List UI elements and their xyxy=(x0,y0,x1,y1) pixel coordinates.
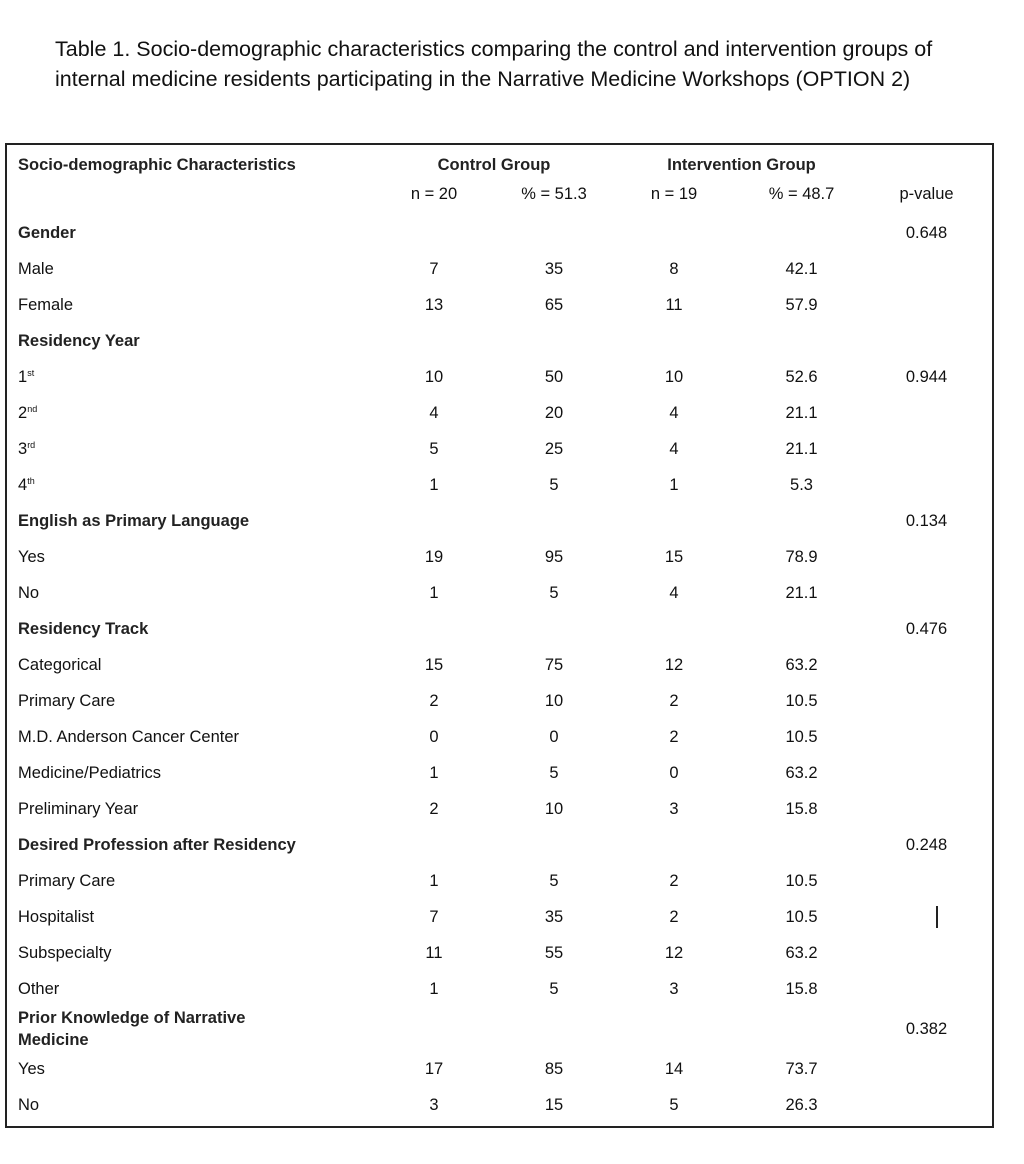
control-n-cell: 13 xyxy=(424,295,444,314)
intervention-n-cell: 15 xyxy=(664,547,684,566)
control-n-cell: 1 xyxy=(429,871,439,890)
intervention-n-cell: 12 xyxy=(664,655,684,674)
empty-cell xyxy=(374,215,494,251)
row-pvalue xyxy=(869,791,994,827)
row-label-text: M.D. Anderson Cancer Center xyxy=(18,727,240,746)
empty-cell xyxy=(734,503,869,539)
intervention-n-cell: 4 xyxy=(669,439,679,458)
empty-cell xyxy=(374,611,494,647)
intervention-pct-cell: 15.8 xyxy=(785,799,818,818)
row-pvalue xyxy=(869,251,994,287)
section-title: English as Primary Language xyxy=(18,511,250,530)
row-label xyxy=(5,539,374,575)
row-label xyxy=(5,431,374,467)
row-pvalue xyxy=(869,935,994,971)
control-pct-cell: 35 xyxy=(544,907,564,926)
intervention-n-cell: 3 xyxy=(669,799,679,818)
control-n-cell: 0 xyxy=(429,727,439,746)
subheader-empty xyxy=(5,185,374,215)
row-label-text: Primary Care xyxy=(18,691,116,710)
empty-cell xyxy=(734,1007,869,1051)
table-row xyxy=(5,467,994,503)
row-label-text: 1 xyxy=(18,367,28,386)
header-empty xyxy=(869,143,994,185)
control-n-cell: 7 xyxy=(429,907,439,926)
section-row xyxy=(5,503,994,539)
intervention-pct-cell: 63.2 xyxy=(785,655,818,674)
control-n-cell: 1 xyxy=(429,475,439,494)
intervention-n-cell: 1 xyxy=(669,475,679,494)
intervention-n-cell: 2 xyxy=(669,691,679,710)
row-label xyxy=(5,575,374,611)
intervention-n-cell: 10 xyxy=(664,367,684,386)
empty-cell xyxy=(614,503,734,539)
control-pct-cell: 35 xyxy=(544,259,564,278)
table-row xyxy=(5,1087,994,1123)
control-pct-cell: 15 xyxy=(544,1095,564,1114)
section-title: Residency Year xyxy=(18,331,140,350)
control-pct-cell: 0 xyxy=(549,727,559,746)
table-row xyxy=(5,719,994,755)
empty-cell xyxy=(734,323,869,359)
control-pct-cell: 20 xyxy=(544,403,564,422)
intervention-pct-cell: 21.1 xyxy=(785,439,818,458)
control-n-cell: 1 xyxy=(429,763,439,782)
section-row xyxy=(5,1007,994,1051)
row-pvalue xyxy=(869,719,994,755)
section-pvalue: 0.134 xyxy=(905,511,948,530)
row-label-text: Subspecialty xyxy=(18,943,112,962)
control-pct-cell: 10 xyxy=(544,799,564,818)
row-label-text: Other xyxy=(18,979,60,998)
intervention-n-cell: 4 xyxy=(669,403,679,422)
table-row xyxy=(5,359,994,395)
empty-cell xyxy=(614,1007,734,1051)
row-label-text: Yes xyxy=(18,1059,45,1078)
table-row xyxy=(5,431,994,467)
row-label-text: Medicine/Pediatrics xyxy=(18,763,162,782)
empty-cell xyxy=(374,1007,494,1051)
row-pvalue xyxy=(869,683,994,719)
row-label-text: Hospitalist xyxy=(18,907,95,926)
row-pvalue xyxy=(869,647,994,683)
table-subheader-row xyxy=(5,185,994,215)
ordinal-suffix: th xyxy=(27,475,35,486)
row-pvalue xyxy=(869,467,994,503)
row-label-text: No xyxy=(18,1095,40,1114)
row-label xyxy=(5,467,374,503)
table-row xyxy=(5,899,994,935)
row-label xyxy=(5,395,374,431)
intervention-pct-cell: 63.2 xyxy=(785,763,818,782)
row-pvalue xyxy=(869,575,994,611)
control-pct-cell: 50 xyxy=(544,367,564,386)
row-label xyxy=(5,863,374,899)
section-title-line: Medicine xyxy=(18,1031,89,1049)
row-pvalue xyxy=(869,863,994,899)
header-intervention-group: Intervention Group xyxy=(667,155,816,174)
table-row xyxy=(5,287,994,323)
row-label xyxy=(5,287,374,323)
section-row xyxy=(5,827,994,863)
intervention-pct-cell: 10.5 xyxy=(785,727,818,746)
table-row xyxy=(5,791,994,827)
row-label-text: Categorical xyxy=(18,655,102,674)
control-n-cell: 1 xyxy=(429,979,439,998)
empty-cell xyxy=(614,611,734,647)
control-n-cell: 2 xyxy=(429,799,439,818)
control-n-cell: 3 xyxy=(429,1095,439,1114)
intervention-pct-cell: 21.1 xyxy=(785,583,818,602)
intervention-n-cell: 14 xyxy=(664,1059,684,1078)
empty-cell xyxy=(494,611,614,647)
control-n-cell: 15 xyxy=(424,655,444,674)
section-pvalue: 0.382 xyxy=(905,1019,948,1038)
row-label-text: 4 xyxy=(18,475,28,494)
intervention-n-cell: 2 xyxy=(669,871,679,890)
row-label-text: Female xyxy=(18,295,74,314)
intervention-pct-cell: 10.5 xyxy=(785,871,818,890)
row-label-text: Male xyxy=(18,259,54,278)
control-pct-cell: 95 xyxy=(544,547,564,566)
control-n-cell: 4 xyxy=(429,403,439,422)
empty-cell xyxy=(494,323,614,359)
section-title-line: Prior Knowledge of Narrative xyxy=(18,1009,246,1027)
intervention-n-cell: 11 xyxy=(665,295,683,314)
control-n-cell: 2 xyxy=(429,691,439,710)
row-label xyxy=(5,647,374,683)
empty-cell xyxy=(614,827,734,863)
table-row xyxy=(5,683,994,719)
row-pvalue xyxy=(869,1087,994,1123)
demographics-table xyxy=(5,143,994,1123)
row-label xyxy=(5,683,374,719)
text-cursor xyxy=(936,906,938,928)
intervention-pct-cell: 10.5 xyxy=(785,691,818,710)
section-row xyxy=(5,611,994,647)
intervention-n-cell: 8 xyxy=(669,259,679,278)
row-pvalue xyxy=(869,1051,994,1087)
section-pvalue: 0.248 xyxy=(905,835,948,854)
control-n-cell: 11 xyxy=(425,943,443,962)
table-row xyxy=(5,539,994,575)
intervention-pct-cell: 5.3 xyxy=(790,475,813,494)
section-row xyxy=(5,215,994,251)
section-row xyxy=(5,323,994,359)
table-row xyxy=(5,395,994,431)
control-pct-cell: 5 xyxy=(549,871,559,890)
control-pct-cell: 5 xyxy=(549,763,559,782)
intervention-pct-cell: 15.8 xyxy=(785,979,818,998)
header-intervention-pct: % = 48.7 xyxy=(768,185,835,203)
header-control-n: n = 20 xyxy=(410,185,458,203)
row-label xyxy=(5,791,374,827)
section-title: Gender xyxy=(18,223,76,242)
section-pvalue xyxy=(869,323,994,359)
section-title: Residency Track xyxy=(18,619,149,638)
empty-cell xyxy=(374,827,494,863)
row-pvalue xyxy=(869,899,994,935)
row-pvalue xyxy=(869,395,994,431)
empty-cell xyxy=(494,215,614,251)
header-pvalue: p-value xyxy=(899,185,954,203)
header-control-group: Control Group xyxy=(437,155,551,174)
control-pct-cell: 5 xyxy=(549,979,559,998)
ordinal-suffix: st xyxy=(27,367,35,378)
intervention-n-cell: 2 xyxy=(669,907,679,926)
intervention-n-cell: 3 xyxy=(669,979,679,998)
row-label-text: 2 xyxy=(18,403,28,422)
empty-cell xyxy=(734,611,869,647)
control-pct-cell: 75 xyxy=(544,655,564,674)
intervention-pct-cell: 42.1 xyxy=(785,259,818,278)
empty-cell xyxy=(494,827,614,863)
ordinal-suffix: nd xyxy=(27,403,38,414)
row-pvalue xyxy=(869,431,994,467)
table-row xyxy=(5,575,994,611)
empty-cell xyxy=(614,215,734,251)
intervention-pct-cell: 78.9 xyxy=(785,547,818,566)
control-n-cell: 17 xyxy=(424,1059,444,1078)
table-row xyxy=(5,971,994,1007)
row-pvalue: 0.944 xyxy=(905,367,948,386)
empty-cell xyxy=(734,215,869,251)
table-row xyxy=(5,1051,994,1087)
control-pct-cell: 5 xyxy=(549,583,559,602)
row-label xyxy=(5,755,374,791)
row-label xyxy=(5,899,374,935)
control-n-cell: 1 xyxy=(429,583,439,602)
table-row xyxy=(5,251,994,287)
row-label xyxy=(5,935,374,971)
intervention-n-cell: 0 xyxy=(669,763,679,782)
row-label-text: Primary Care xyxy=(18,871,116,890)
row-label xyxy=(5,971,374,1007)
header-control-pct: % = 51.3 xyxy=(521,185,587,203)
control-pct-cell: 55 xyxy=(544,943,564,962)
row-pvalue xyxy=(869,755,994,791)
intervention-n-cell: 4 xyxy=(669,583,679,602)
intervention-n-cell: 12 xyxy=(664,943,684,962)
control-pct-cell: 25 xyxy=(544,439,564,458)
intervention-pct-cell: 10.5 xyxy=(785,907,818,926)
control-pct-cell: 65 xyxy=(544,295,564,314)
ordinal-suffix: rd xyxy=(27,439,36,450)
row-label-text: Yes xyxy=(18,547,45,566)
row-pvalue xyxy=(869,971,994,1007)
table-caption: Table 1. Socio-demographic characteristics comparing the control and intervention groups of internal medicine residents participating in the Narrative Medicine Workshops (OPTION 2) xyxy=(55,37,933,91)
control-n-cell: 7 xyxy=(429,259,439,278)
table-row xyxy=(5,755,994,791)
section-pvalue: 0.476 xyxy=(905,619,948,638)
section-title: Desired Profession after Residency xyxy=(18,835,296,854)
row-label-text: No xyxy=(18,583,40,602)
control-n-cell: 5 xyxy=(429,439,439,458)
empty-cell xyxy=(374,503,494,539)
intervention-pct-cell: 52.6 xyxy=(785,367,818,386)
intervention-pct-cell: 26.3 xyxy=(785,1095,818,1114)
row-pvalue xyxy=(869,287,994,323)
control-pct-cell: 10 xyxy=(544,691,564,710)
section-pvalue: 0.648 xyxy=(905,223,948,242)
row-label xyxy=(5,719,374,755)
header-intervention-n: n = 19 xyxy=(650,185,698,203)
empty-cell xyxy=(494,1007,614,1051)
empty-cell xyxy=(374,323,494,359)
intervention-pct-cell: 21.1 xyxy=(785,403,818,422)
empty-cell xyxy=(734,827,869,863)
intervention-n-cell: 2 xyxy=(669,727,679,746)
empty-cell xyxy=(614,323,734,359)
intervention-n-cell: 5 xyxy=(669,1095,679,1114)
table-row xyxy=(5,647,994,683)
row-label xyxy=(5,359,374,395)
table-row xyxy=(5,935,994,971)
row-pvalue xyxy=(869,539,994,575)
intervention-pct-cell: 73.7 xyxy=(785,1059,818,1078)
table-header-row xyxy=(5,143,994,185)
row-label xyxy=(5,1087,374,1123)
row-label xyxy=(5,251,374,287)
intervention-pct-cell: 57.9 xyxy=(785,295,818,314)
control-n-cell: 19 xyxy=(424,547,444,566)
empty-cell xyxy=(494,503,614,539)
row-label-text: 3 xyxy=(18,439,28,458)
control-n-cell: 10 xyxy=(424,367,444,386)
row-label xyxy=(5,1051,374,1087)
section-title xyxy=(5,1007,374,1051)
control-pct-cell: 5 xyxy=(549,475,559,494)
intervention-pct-cell: 63.2 xyxy=(785,943,818,962)
table-row xyxy=(5,863,994,899)
row-label-text: Preliminary Year xyxy=(18,799,139,818)
control-pct-cell: 85 xyxy=(544,1059,564,1078)
header-characteristics: Socio-demographic Characteristics xyxy=(18,155,296,174)
